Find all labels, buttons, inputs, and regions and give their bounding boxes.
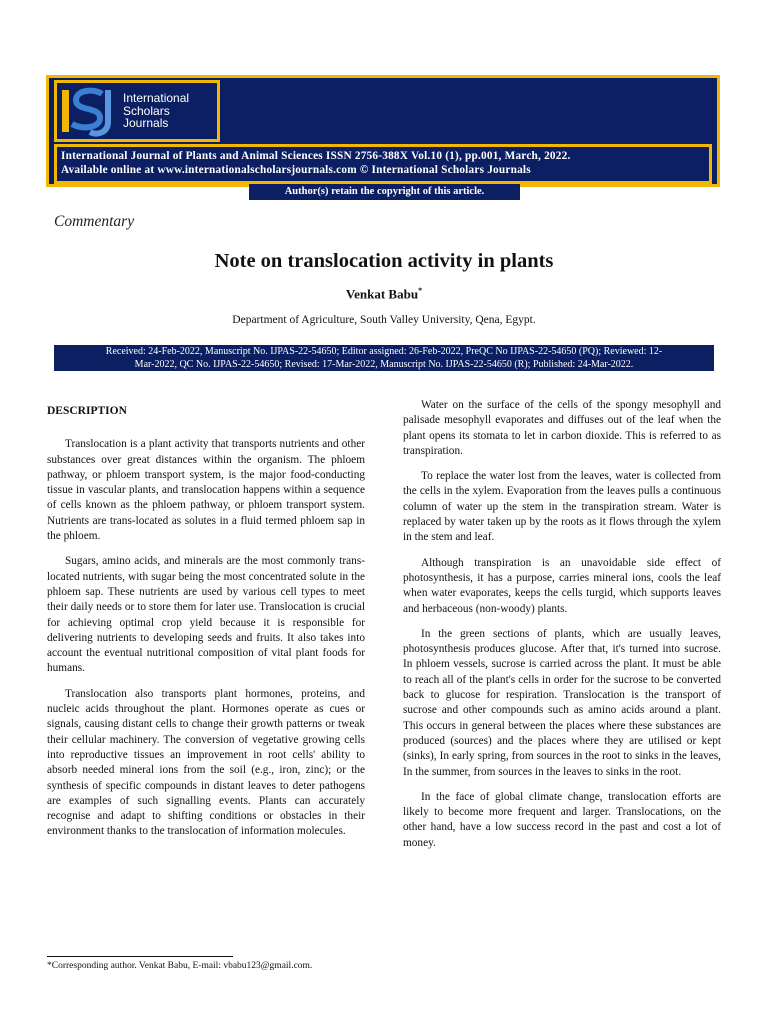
corresponding-author-footnote: *Corresponding author. Venkat Babu, E-mail: vbabu123@gmail.com. bbox=[47, 961, 313, 971]
paragraph: In the face of global climate change, translocation efforts are likely to become more frequent and larger. Translocations, on the other hand, have a low success record in the past and cost a lot of money. bbox=[403, 790, 721, 849]
paragraph: Water on the surface of the cells of the spongy mesophyll and palisade mesophyll evaporates and diffuses out of the leaf when the plant opens its stomata to let in carbon dioxide. This is referred to as transpiration. bbox=[403, 399, 721, 457]
isj-logo-icon bbox=[58, 84, 118, 138]
journal-availability: Available online at www.internationalscholarsjournals.com © International Scholars Journals bbox=[61, 164, 531, 176]
author-footnote-mark: * bbox=[418, 286, 423, 295]
paragraph: To replace the water lost from the leaves, water is collected from the cells in the xylem. Evaporation from the leaves pulls a continuous column of water up the stem in the transpiration stream. Water is replaced by water taken up by the roots as it flows through the xylem in the stem and leaf. bbox=[403, 470, 721, 544]
author-affiliation: Department of Agriculture, South Valley University, Qena, Egypt. bbox=[232, 314, 536, 326]
manuscript-dates: Received: 24-Feb-2022, Manuscript No. IJPAS-22-54650; Editor assigned: 26-Feb-2022, PreQC No IJPAS-22-54650 (PQ); Reviewed: 12- Mar-2022, QC No. IJPAS-22-54650; Revised: 17-Mar-2022, Manuscript No. IJPAS-22-54650 (R); Published: 24-Mar-2022. bbox=[54, 345, 714, 371]
section-heading: DESCRIPTION bbox=[47, 405, 127, 417]
article-type: Commentary bbox=[54, 213, 135, 230]
left-column bbox=[47, 398, 365, 850]
copyright-notice: Author(s) retain the copyright of this article. bbox=[249, 184, 520, 200]
paragraph: Translocation also transports plant hormones, proteins, and nucleic acids throughout the plant. Hormones operate as cues or signals, causing distant cells to change their growth patterns or tweak their cellular machinery. The conversion of vegetative growing cells into reproductive tissues an improvement in root cells' ability to absorb needed mineral ions from the soil (e.g., iron, zinc); or the synthesis of specific compounds in distant leaves to deter pathogens are examples of such signalling events. Plants can accurately recognise and adapt to shifting conditions or obstacles in their environment thanks to the translocation of information molecules. bbox=[47, 687, 365, 838]
journal-citation: International Journal of Plants and Animal Sciences ISSN 2756-388X Vol.10 (1), pp.001, March, 2022. bbox=[61, 150, 571, 162]
footnote-divider bbox=[47, 956, 233, 957]
paragraph: Although transpiration is an unavoidable side effect of photosynthesis, it has a purpose, carries mineral ions, cools the leaf when water evaporates, keeps the cells turgid, which supports leaves and herbaceous (non-woody) plants. bbox=[403, 556, 721, 615]
logo-text: International Scholars Journals bbox=[123, 91, 190, 130]
paragraph: Sugars, amino acids, and minerals are the most commonly trans-located nutrients, with sugar being the most concentrated solute in the phloem sap. These nutrients are used by various cell types to meet their daily needs or to store them for later use. Translocation is crucial for achieving optimal crop yield because it is responsible for delivering nutrients to developing seeds and fruits. It also takes into account the eventual nutritional composition of vital plant foods for humans. bbox=[47, 555, 365, 675]
right-column bbox=[403, 398, 721, 861]
author-name: Venkat Babu* bbox=[345, 286, 423, 302]
paragraph: In the green sections of plants, which are usually leaves, photosynthesis produces glucose. After that, it's turned into sucrose. In phloem vessels, sucrose is carried across the plant. It must be able to reach all of the plant's cells in order for the sucrose to be converted back to glucose for respiration. Translocation is the transport of sucrose and other compounds such as amino acids around a plant. This occurs in general between the places where these substances are produced (sources) and the places where they are utilised or kept (sinks), In early spring, from sources in the root to sinks in the leaves, In the summer, from sources in the leaves to sinks in the root. bbox=[403, 627, 721, 778]
paragraph: Translocation is a plant activity that transports nutrients and other substances over great distances within the organism. The phloem pathway, or phloem transport system, is the major food-conducting tissue in vascular plants, and translocation happens within a sequence of cells known as the phloem pathway, or phloem transport system. Nutrients are trans-located as solutes in a fluid termed phloem sap in the phloem. bbox=[47, 438, 365, 543]
article-title: Note on translocation activity in plants bbox=[214, 250, 554, 272]
